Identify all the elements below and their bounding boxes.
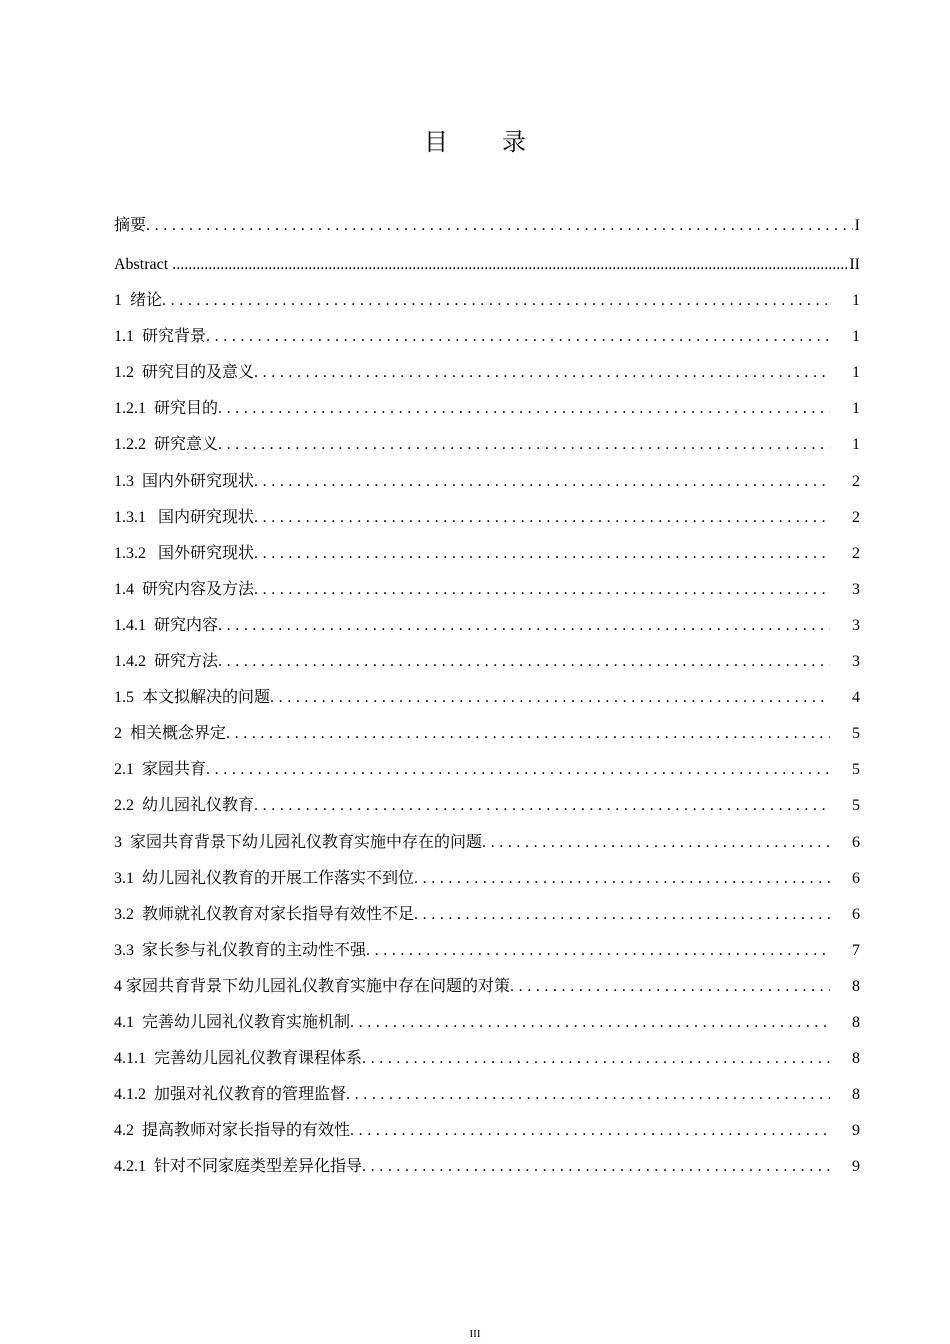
- toc-entry-label: 3.2 教师就礼仪教育对家长指导有效性不足: [114, 905, 415, 923]
- dot-leader: [218, 648, 830, 676]
- dot-leader: [254, 576, 830, 604]
- toc-entry[interactable]: [114, 901, 860, 937]
- dot-leader: [350, 1009, 830, 1037]
- toc-entry-page: 5: [852, 725, 860, 743]
- toc-entry-page: I: [854, 217, 860, 234]
- toc-entry-label: 4.2 提高教师对家长指导的有效性: [114, 1122, 351, 1140]
- dot-leader: [172, 251, 847, 279]
- dot-leader: [254, 540, 830, 568]
- toc-entry-label: 1 绪论: [114, 292, 163, 310]
- toc-entry-page: 2: [852, 472, 860, 490]
- dot-leader: [146, 212, 853, 240]
- dot-leader: [414, 865, 830, 893]
- toc-entry-page: 9: [852, 1122, 860, 1140]
- toc-entry-page: 9: [852, 1158, 860, 1176]
- toc-entry[interactable]: [114, 431, 860, 467]
- dot-leader: [206, 323, 830, 351]
- toc-entry-label: 3.3 家长参与礼仪教育的主动性不强: [114, 941, 367, 959]
- toc-entry[interactable]: [114, 865, 860, 901]
- toc-entry-page: 5: [852, 797, 860, 815]
- toc-entry-label: 1.4 研究内容及方法: [114, 580, 255, 598]
- dot-leader: [218, 431, 830, 459]
- page-number: III: [469, 1328, 481, 1340]
- toc-entry[interactable]: [114, 720, 860, 756]
- toc-entry-page: 4: [852, 689, 860, 707]
- toc-entry-label: 3.1 幼儿园礼仪教育的开展工作落实不到位: [114, 869, 415, 887]
- toc-entry[interactable]: [114, 648, 860, 684]
- toc-entry-page: 8: [852, 977, 860, 995]
- toc-entry-page: 6: [852, 905, 860, 923]
- dot-leader: [270, 684, 830, 712]
- toc-entry-label: 1.2.1 研究目的: [114, 400, 219, 418]
- toc-entry-label: 1.3.1 国内研究现状: [114, 508, 255, 526]
- toc-entry-page: 2: [852, 544, 860, 562]
- toc-entry[interactable]: [114, 287, 860, 323]
- dot-leader: [226, 720, 830, 748]
- dot-leader: [362, 1153, 830, 1181]
- dot-leader: [218, 395, 830, 423]
- dot-leader: [346, 1081, 830, 1109]
- toc-entry-page: II: [849, 256, 860, 273]
- dot-leader: [350, 1117, 830, 1145]
- toc-entry-label: 2.1 家园共育: [114, 761, 207, 779]
- toc-entry-label: Abstract: [114, 256, 173, 273]
- dot-leader: [254, 792, 830, 820]
- toc-entry-label: 4 家园共育背景下幼儿园礼仪教育实施中存在问题的对策: [114, 977, 511, 995]
- dot-leader: [362, 1045, 830, 1073]
- toc-entry-page: 1: [852, 400, 860, 418]
- toc-entry-label: 1.4.1 研究内容: [114, 616, 219, 634]
- toc-entry-page: 1: [852, 328, 860, 346]
- dot-leader: [414, 901, 830, 929]
- toc-entry-page: 8: [852, 1086, 860, 1104]
- toc-entry-label: 1.3 国内外研究现状: [114, 472, 255, 490]
- toc-title: 目 录: [424, 130, 550, 156]
- toc-entry-page: 8: [852, 1050, 860, 1068]
- dot-leader: [254, 504, 830, 532]
- toc-entry-label: 2 相关概念界定: [114, 725, 227, 743]
- toc-entry-page: 6: [852, 869, 860, 887]
- toc-entry[interactable]: [114, 792, 860, 828]
- dot-leader: [254, 468, 830, 496]
- toc-entry-label: 4.1.2 加强对礼仪教育的管理监督: [114, 1086, 347, 1104]
- toc-entry-label: 1.3.2 国外研究现状: [114, 544, 255, 562]
- dot-leader: [162, 287, 830, 315]
- toc-entry-page: 7: [852, 941, 860, 959]
- dot-leader: [206, 756, 830, 784]
- toc-entry[interactable]: [114, 1153, 860, 1189]
- toc-entry-page: 3: [852, 653, 860, 671]
- toc-entry[interactable]: [114, 684, 860, 720]
- toc-entry-label: 4.1.1 完善幼儿园礼仪教育课程体系: [114, 1050, 363, 1068]
- toc-entry-label: 1.1 研究背景: [114, 328, 207, 346]
- toc-entry-label: 4.2.1 针对不同家庭类型差异化指导: [114, 1158, 363, 1176]
- toc-entry[interactable]: [114, 1081, 860, 1117]
- toc-entry-page: 1: [852, 436, 860, 454]
- toc-entry-label: 摘要: [114, 217, 147, 234]
- dot-leader: [482, 829, 830, 857]
- toc-entry-label: 2.2 幼儿园礼仪教育: [114, 797, 255, 815]
- toc-entry[interactable]: [114, 576, 860, 612]
- toc-entry[interactable]: [114, 973, 860, 1009]
- toc-entry[interactable]: [114, 1009, 860, 1045]
- toc-entry[interactable]: [114, 251, 860, 287]
- toc-entry-page: 8: [852, 1013, 860, 1031]
- dot-leader: [254, 359, 830, 387]
- toc-entry[interactable]: [114, 756, 860, 792]
- toc-entry-page: 6: [852, 833, 860, 851]
- toc-entry[interactable]: [114, 395, 860, 431]
- toc-entry[interactable]: [114, 1117, 860, 1153]
- toc-entry-page: 5: [852, 761, 860, 779]
- toc-entry-label: 1.4.2 研究方法: [114, 653, 219, 671]
- toc-entry-label: 4.1 完善幼儿园礼仪教育实施机制: [114, 1013, 351, 1031]
- toc-entry[interactable]: [114, 829, 860, 865]
- toc-entry-label: 3 家园共育背景下幼儿园礼仪教育实施中存在的问题: [114, 833, 483, 851]
- toc-entry[interactable]: [114, 937, 860, 973]
- dot-leader: [218, 612, 830, 640]
- dot-leader: [366, 937, 830, 965]
- toc-entry[interactable]: [114, 359, 860, 395]
- toc-entry[interactable]: [114, 504, 860, 540]
- toc-entry-page: 1: [852, 364, 860, 382]
- toc-entry[interactable]: [114, 1045, 860, 1081]
- toc-entry[interactable]: [114, 468, 860, 504]
- toc-entry-label: 1.5 本文拟解决的问题: [114, 689, 271, 707]
- toc-entry-page: 2: [852, 508, 860, 526]
- toc-entry[interactable]: [114, 323, 860, 359]
- toc-entry[interactable]: [114, 540, 860, 576]
- dot-leader: [510, 973, 830, 1001]
- toc-entry-label: 1.2 研究目的及意义: [114, 364, 255, 382]
- toc-entry[interactable]: [114, 212, 860, 251]
- toc-entry-page: 3: [852, 616, 860, 634]
- toc-entry-page: 1: [852, 292, 860, 310]
- toc-entry-page: 3: [852, 580, 860, 598]
- table-of-contents: [114, 212, 860, 1189]
- toc-entry[interactable]: [114, 612, 860, 648]
- toc-entry-label: 1.2.2 研究意义: [114, 436, 219, 454]
